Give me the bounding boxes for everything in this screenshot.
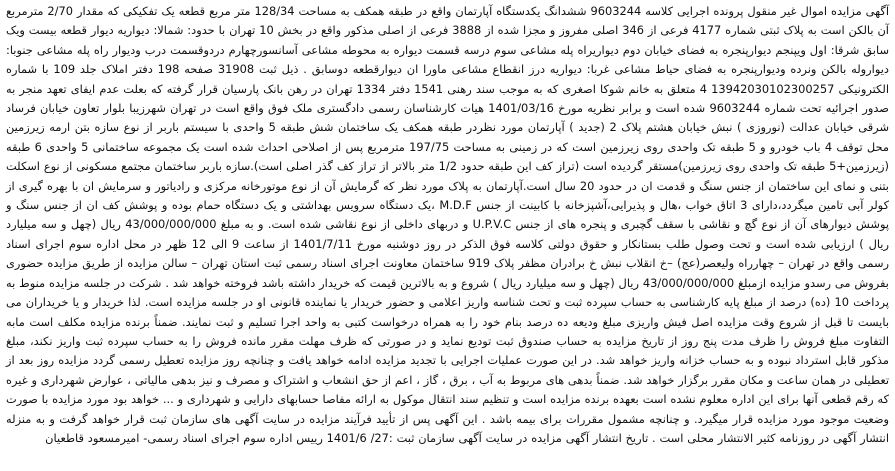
auction-notice-text: آگهی مزایده اموال غیر منقول پرونده اجرایی کلاسه 9603244 ششدانگ یکدستگاه آپارتمان واقع در طبقه همکف به مساحت 128/34 متر مربع قطعه یک تفکیکی که مقدار 2/70 مترمربع آن بالکن است به پلاک ثبتی شماره 4177 فرعی از 346 اصلی مفروز و مجزا شده از 3888 فرعی از اصلی مذکور واقع در بخش 10 تهران با حدود: شمالا: دیواریه دیوار قطعه بیست ویک سابق شرقا: اول ویپنجم دیوارپنجره به فضای خیابان دوم دیواریراه پله مشاعی سوم درسه قسمت دیواره به محوطه مشاعی آسانسورچهارم دردوقسمت درب ودیوار راه پله مشاعی جنوبا: دیواروله بالکن ونرده ودیوارپنجره به فضای حیاط مشاعی غربا: دیواریه درز انقطاع مشاعی ماورا ان دیوارقطعه دوسابق . ذیل ثبت 31908 صفحه 198 دفتر املاک جلد 109 با شماره الکترونیکی 13942030102300257 4 متعلق به خانم شوکا اصغری که به موجب سند رهنی 1541 دفتر 1334 تهران در رهن بانک پارسیان قرار گرفته که بعلت عدم ایفای تعهد منجر به صدور اجرائیه تحت شماره 9603244 شده است و برابر نظریه مورخ 1401/03/16 هیات کارشناسان رسمی دادگستری ملک فوق واقع است در تهران شهرزیبا بلوار تعاون خیابان فرساد شرقی خیابان عدالت (نوروزی ) نبش خیابان هشتم پلاک 2 (جدید ) آپارتمان مورد نظردر طبقه همکف یک ساختمان شش طبقه 5 واحدی با سیستم باربر از نوع سازه بتن ارمه زیرزمین محل توقف 4 باب خودرو و 5 طبقه تک واحدی روی زیرزمین است که در زمینی به مساحت 197/75 مترمربع پس از اصلاحی احداث شده است یک مجموعه ساختمانی 5 واحدی 6 طبقه (زیرزمین+5 طبقه تک واحدی روی زیرزمین)مستقر گردیده است (تراز کف این طبقه حدود 1/2 متر بالاتر از تراز کف گذر اصلی است).سازه باربر ساختمان مجتمع مسکونی از نوع اسکلت بتنی و نمای این ساختمان از جنس سنگ و قدمت ان در حدود 20 سال است.آپارتمان به پلاک مورد نظر که گرمایش آن از نوع موتورخانه مرکزی و رادیاتور و سرمایش ان با بهره گیری از کولر آبی تامین میگردد،دارای 3 اتاق خواب ،هال و پذیرایی،آشپزخانه با کابینت از جنس M.D.F ،یک دستگاه سرویس بهداشتی و یک دستگاه حمام بوده و پوشش کف ان از جنس سنگ و پوشش دیوارهای آن از نوع گچ و نقاشی با سقف گچبری و پنجره های از جنس U.P.V.C و دربهای داخلی از نوع نقاشی شده است. و به مبلغ 43/000/000/000 ریال (چهل و سه میلیارد ریال ) ارزیابی شده است و تحت وصول طلب بستانکار و حقوق دولتی کلاسه فوق الذکر در روز دوشنبه مورخ 1401/7/11 از ساعت 9 الی 12 ظهر در محل اداره سوم اجرای اسناد رسمی واقع در تهران – چهارراه ولیعصر(عج) –خ انقلاب نبش خ برادران مظفر پلاک 919 ساختمان معاونت اجرای اسناد رسمی ثبت استان تهران – سالن مزایده از طریق مزایده حضوری بفروش می رسدو مزایده ازمبلغ 43/000/000/000 ریال (چهل و سه میلیارد ریال ) شروع و به بالاترین قیمت که خریدار داشته باشد فروخته خواهد شد . شرکت در جلسه مزایده منوط به پرداخت 10 (ده) درصد از مبلغ پایه کارشناسی به حساب سپرده ثبت و تحت شناسه واریز اعلامی و حضور خریدار یا نماینده قانونی او در جلسه مزایده است. لذا خریدار و یا خریداران می بایست تا قبل از شروع وقت مزایده اصل فیش واریزی مبلغ ودیعه ده درصد بنام خود را به همراه درخواست کتبی به واحد اجرا تسلیم و ثبت نمایند. ضمناً برنده مزایده مکلف است مابه التفاوت مبلغ فروش را ظرف مدت پنج روز از تاریخ مزایده به حساب صندوق ثبت تودیع نماید و در صورتی که ظرف مهلت مقرر مانده فروش را به حساب سپرده ثبت واریز نکند، مبلغ مذکور قابل استرداد نبوده و به حساب خزانه واریز خواهد شد. در این صورت عملیات اجرایی با تجدید مزایده ادامه خواهد یافت و چنانچه روز مزایده تعطیل رسمی گردد مزایده روز بعد از تعطیلی در همان ساعت و مکان مقرر برگزار خواهد شد. ضمناً بدهی های مربوط به آب ، برق ، گاز ، اعم از حق انشعاب و اشتراک و مصرف و نیز بدهی مالیاتی ، عوارض شهرداری و غیره که رقم قطعی آنها برای این اداره معلوم نشده است بعهده برنده مزایده است و تنظیم سند انتقال موکول به ارائه مفاصا حسابهای دارایی و شهرداری و ... خواهد بود مورد مزایده با صورت وضعیت موجود مورد مزایده قرار میگیرد. و چنانچه مشمول مقررات برای بیمه باشد . این آگهی پس از تأیید فرآیند مزایده در سایت آگهی های سازمان ثبت قرار خواهد گرفت و به منزله انتشار آگهی در روزنامه کثیر الانتشار محلی است . تاریخ انتشار آگهی مزایده در سایت آگهی سازمان ثبت :27/ 1401/6 رییس اداره سوم اجرای اسناد رسمی- امیرمسعود قاطعیان <box>6 4 890 445</box>
